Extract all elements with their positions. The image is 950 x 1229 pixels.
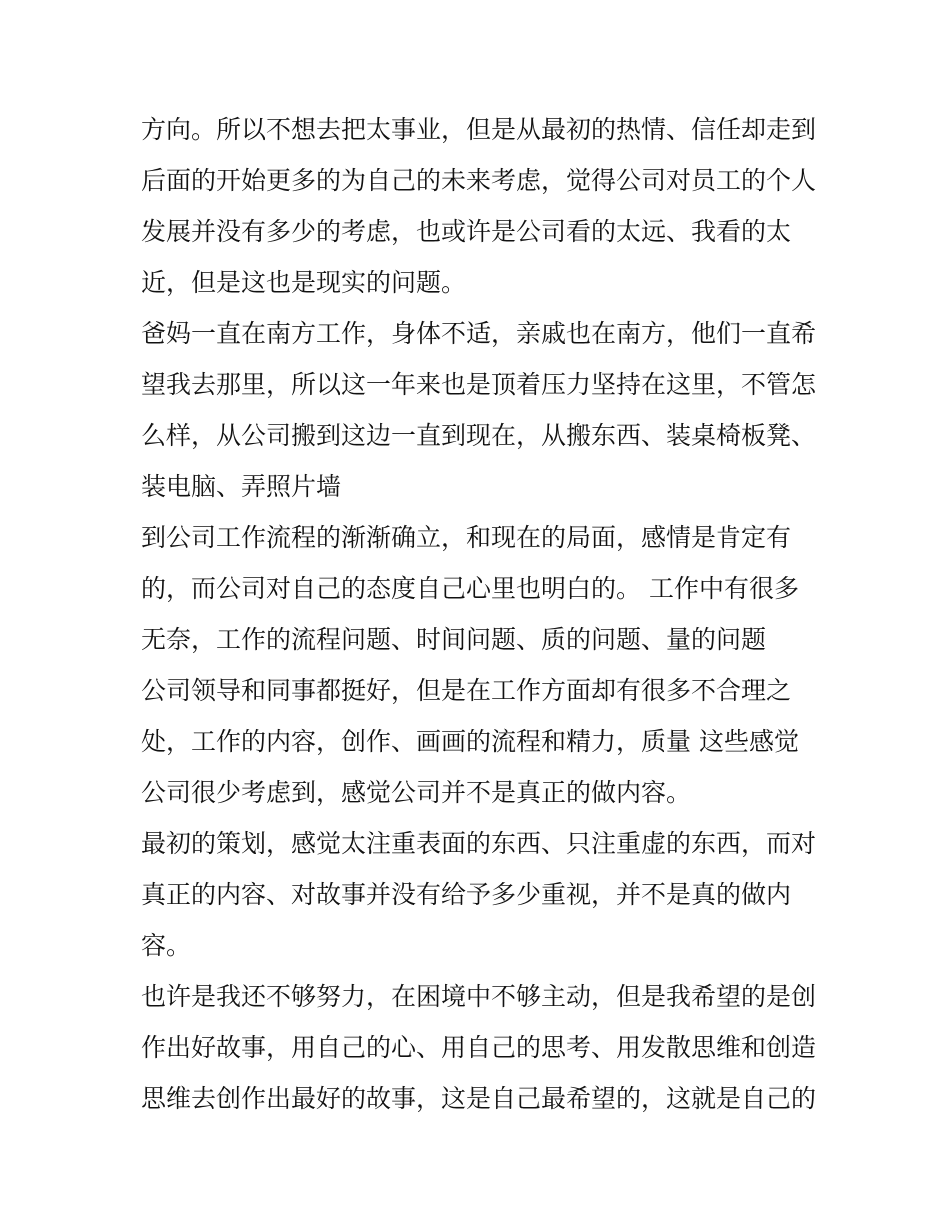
text-line: 近，但是这也是现实的问题。 (141, 268, 467, 297)
text-line: 么样，从公司搬到这边一直到现在，从搬东西、装桌椅板凳、 (141, 421, 817, 450)
body-text (141, 104, 821, 1124)
text-line: 处，工作的内容，创作、画画的流程和精力，质量 这些感觉 (141, 727, 799, 756)
text-line: 公司很少考虑到，感觉公司并不是真正的做内容。 (141, 778, 692, 807)
text-line: 作出好故事，用自己的心、用自己的思考、用发散思维和创造 (141, 1033, 817, 1062)
text-line: 思维去创作出最好的故事，这是自己最希望的，这就是自己的 (141, 1084, 817, 1113)
text-line: 望我去那里，所以这一年来也是顶着压力坚持在这里，不管怎 (141, 370, 817, 399)
text-line: 装电脑、弄照片墙 (141, 472, 342, 501)
text-line: 容。 (141, 931, 192, 960)
text-line: 方向。所以不想去把太事业，但是从最初的热情、信任却走到 (141, 115, 817, 144)
text-line: 真正的内容、对故事并没有给予多少重视，并不是真的做内 (141, 880, 792, 909)
text-line: 发展并没有多少的考虑，也或许是公司看的太远、我看的太 (141, 217, 792, 246)
text-line: 爸妈一直在南方工作，身体不适，亲戚也在南方，他们一直希 (141, 319, 817, 348)
text-line: 公司领导和同事都挺好，但是在工作方面却有很多不合理之 (141, 676, 792, 705)
text-line: 无奈，工作的流程问题、时间问题、质的问题、量的问题 (141, 625, 767, 654)
text-line: 的，而公司对自己的态度自己心里也明白的。 工作中有很多 (141, 574, 799, 603)
text-line: 最初的策划，感觉太注重表面的东西、只注重虚的东西，而对 (141, 829, 817, 858)
text-line: 也许是我还不够努力，在困境中不够主动，但是我希望的是创 (141, 982, 817, 1011)
text-line: 后面的开始更多的为自己的未来考虑，觉得公司对员工的个人 (141, 166, 817, 195)
text-line: 到公司工作流程的渐渐确立，和现在的局面，感情是肯定有 (141, 523, 792, 552)
